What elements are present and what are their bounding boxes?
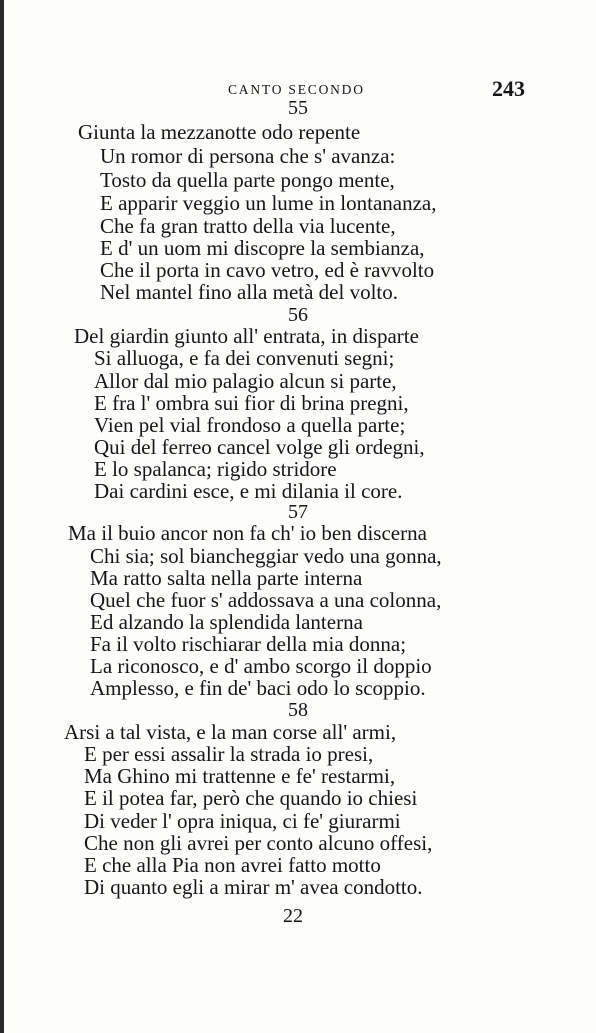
verse-line: E che alla Pia non avrei fatto motto (84, 853, 381, 877)
verse-line: E il potea far, però che quando io chiesi (84, 786, 418, 810)
signature-mark: 22 (283, 905, 303, 927)
verse-line: Si alluoga, e fa dei convenuti segni; (94, 346, 395, 370)
verse-line: E fra l' ombra sui fior di brina pregni, (94, 391, 409, 415)
verse-line: Ed alzando la splendida lanterna (90, 610, 363, 634)
verse-line: Di veder l' opra iniqua, ci fe' giurarmi (84, 809, 401, 833)
verse-line: E per essi assalir la strada io presi, (84, 742, 374, 766)
verse-line: E apparir veggio un lume in lontananza, (100, 191, 437, 215)
verse-line: E d' un uom mi discopre la sembianza, (100, 236, 425, 260)
verse-line: Di quanto egli a mirar m' avea condotto. (84, 875, 423, 899)
verse-line: Chi sia; sol biancheggiar vedo una gonna, (90, 544, 442, 568)
running-head: CANTO SECONDO (228, 82, 365, 97)
verse-line: Qui del ferreo cancel volge gli ordegni, (94, 435, 425, 459)
verse-line: Un romor di persona che s' avanza: (100, 144, 396, 168)
stanza-number: 58 (288, 699, 308, 721)
verse-line: Giunta la mezzanotte odo repente (78, 120, 361, 144)
verse-line: E lo spalanca; rigido stridore (94, 457, 337, 481)
verse-line: Tosto da quella parte pongo mente, (100, 168, 395, 192)
page-number: 243 (492, 76, 525, 101)
verse-line: Allor dal mio palagio alcun si parte, (94, 369, 397, 393)
verse-line: Vien pel vial frondoso a quella parte; (94, 413, 406, 437)
verse-line: Ma Ghino mi trattenne e fe' restarmi, (84, 764, 396, 788)
verse-line: Amplesso, e fin de' baci odo lo scoppio. (90, 676, 426, 700)
verse-line: Nel mantel fino alla metà del volto. (100, 280, 398, 304)
stanza-number: 56 (288, 304, 308, 326)
verse-line: Che fa gran tratto della via lucente, (100, 214, 396, 238)
verse-line: La riconosco, e d' ambo scorgo il doppio (90, 654, 432, 678)
verse-line: Quel che fuor s' addossava a una colonna, (90, 588, 442, 612)
verse-line: Dai cardini esce, e mi dilania il core. (94, 479, 403, 503)
verse-line: Ma il buio ancor non fa ch' io ben discerna (68, 521, 427, 545)
stanza-number: 57 (288, 501, 308, 523)
stanza-number: 55 (288, 97, 308, 119)
verse-line: Del giardin giunto all' entrata, in disparte (74, 324, 419, 348)
verse-line: Ma ratto salta nella parte interna (90, 566, 363, 590)
verse-line: Che non gli avrei per conto alcuno offesi, (84, 831, 433, 855)
verse-line: Arsi a tal vista, e la man corse all' armi, (64, 720, 397, 744)
verse-line: Che il porta in cavo vetro, ed è ravvolto (100, 258, 435, 282)
verse-line: Fa il volto rischiarar della mia donna; (90, 632, 407, 656)
